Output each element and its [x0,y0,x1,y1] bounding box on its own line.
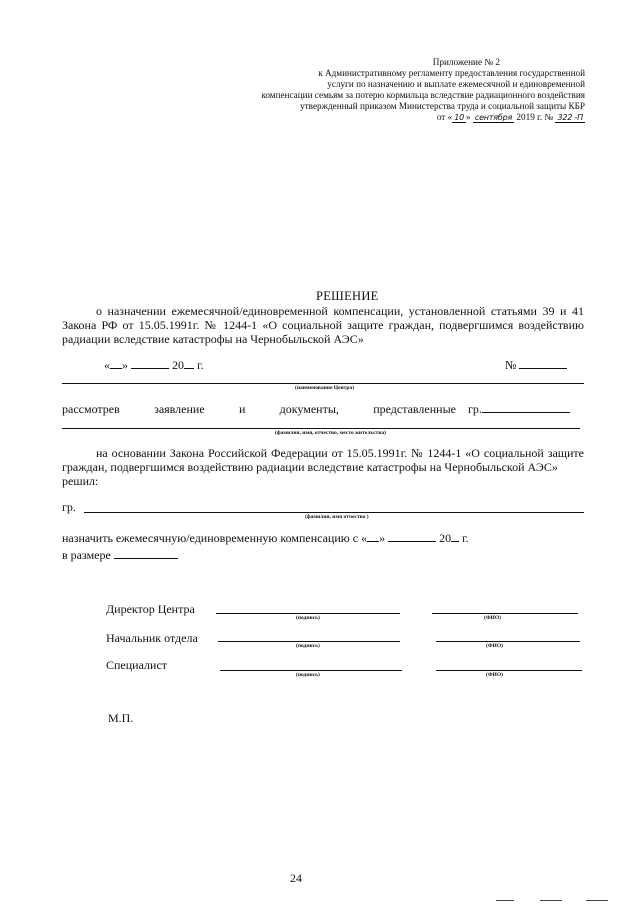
decision-date-row: « » 20 г. [104,358,204,372]
assign-row: назначить ежемесячную/единовременную компенсацию с « » 20 г. [62,531,469,545]
annex-title: Приложение № 2 [432,57,500,67]
page-number: 24 [290,871,302,885]
annex-date-year: 2019 г. № [516,112,554,122]
annex-date-day: 10 [454,113,464,122]
stamp-label: М.П. [108,711,134,725]
annex-line-4: утвержденный приказом Министерства труда и социальной защиты КБР [300,101,585,111]
name-caption-head: (ФИО) [486,643,503,649]
center-caption: (наименование Центра) [295,385,355,391]
decision-month-blank[interactable] [131,358,169,369]
decision-day-blank[interactable] [110,358,122,369]
considered-row: рассмотрев заявление и документы, представленные [62,402,456,416]
signature-line-head[interactable] [218,641,400,642]
decided-label: решил: [62,474,99,488]
assign-day-blank[interactable] [367,531,379,542]
signature-caption-director: (подпись) [296,615,320,621]
name-line-head[interactable] [436,641,580,642]
annex-line-2: услуги по назначению и выплате ежемесячной и единовременной [327,79,585,89]
scan-artifact-dash [540,900,562,901]
signature-line-director[interactable] [216,613,400,614]
decision-title: РЕШЕНИЕ [316,289,379,303]
citizen-line[interactable] [84,512,584,513]
annex-date-line: от « 10 » сентября 2019 г. № 322 -П [436,112,583,122]
scan-artifact-dash [496,900,514,901]
name-line-specialist[interactable] [436,670,582,671]
decision-subject: о назначении ежемесячной/единовременной компенсации, установленной статьями 39 и 41 Закона РФ от 15.05.1991г. № 1244-1 «О социальной защите граждан, подвергшимся воздействию радиации вследствие катастрофы на Чернобыльской АЭС» [62,304,584,346]
center-name-line[interactable] [62,383,584,384]
annex-block [261,57,585,123]
scan-artifact-dash [586,900,608,901]
decision-year-blank[interactable] [184,358,194,369]
applicant-line[interactable] [62,428,580,429]
annex-date-month: сентября [474,113,513,122]
decision-number: № [505,358,567,373]
name-line-director[interactable] [432,613,578,614]
signature-caption-head: (подпись) [296,643,320,649]
annex-number: 322 -П [557,113,583,122]
signature-caption-specialist: (подпись) [296,672,320,678]
annex-line-1: к Административному регламенту предоставления государственной [318,68,585,78]
decision-number-blank[interactable] [519,358,567,369]
assign-month-blank[interactable] [388,531,436,542]
citizen-caption: (фамилия, имя отчество ) [305,514,369,520]
signature-role-director: Директор Центра [106,602,195,616]
signature-line-specialist[interactable] [220,670,402,671]
considered-citizen: гр. [468,402,570,417]
applicant-caption: (фамилия, имя, отчество, место жительства) [275,430,386,436]
annex-line-3: компенсации семьям за потерю кормильца вследствие радиационного воздействия [261,90,585,100]
considered-citizen-blank[interactable] [482,402,570,413]
signature-role-head: Начальник отдела [106,631,198,645]
amount-row: в размере [62,548,178,563]
name-caption-specialist: (ФИО) [486,672,503,678]
basis-paragraph: на основании Закона Российской Федерации от 15.05.1991г. № 1244-1 «О социальной защите граждан, подвергшимся воздействию радиации вследствие катастрофы на Чернобыльской АЭС» [62,446,584,474]
amount-blank[interactable] [114,548,178,559]
name-caption-director: (ФИО) [484,615,501,621]
citizen-label: гр. [62,500,76,514]
assign-year-blank[interactable] [451,531,459,542]
signature-role-specialist: Специалист [106,658,168,672]
